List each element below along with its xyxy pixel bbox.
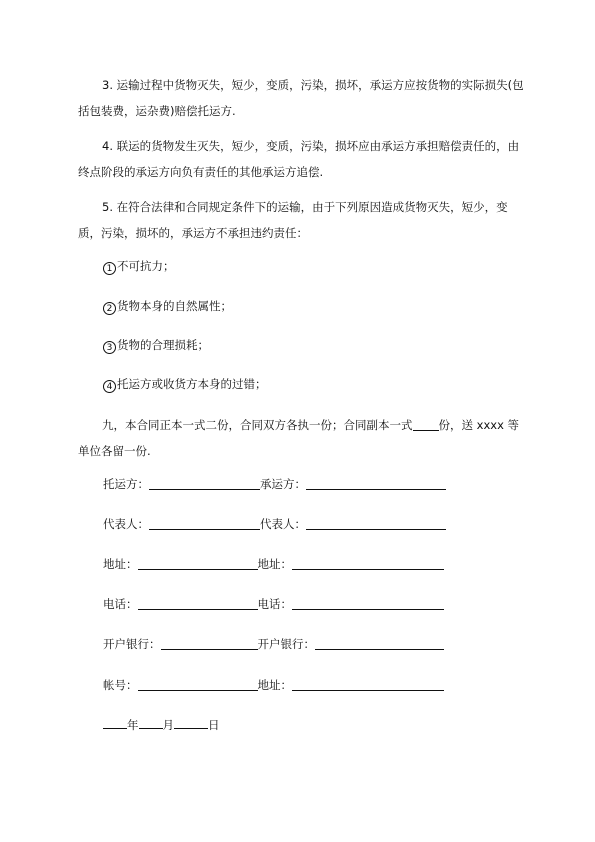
signature-row-bank [103,634,444,654]
day-label: 日 [208,718,220,732]
exemption-text: 不可抗力； [117,259,175,273]
exemption-text: 货物本身的自然属性； [117,299,232,313]
copies-text-2: 份，送 xxxx 等单位各留一份. [78,418,520,458]
exemption-item-4 [103,374,267,394]
field-label: 托运方： [103,477,149,491]
signature-row-representative [103,514,446,534]
month-label: 月 [162,718,174,732]
exemption-item-2 [103,296,232,316]
copies-count-blank[interactable] [413,418,439,431]
carrier-bank-blank[interactable] [315,637,444,650]
exemption-item-3 [103,335,209,355]
carrier-representative-blank[interactable] [306,517,446,530]
field-label: 代表人： [103,517,149,531]
shipper-account-blank[interactable] [138,678,258,691]
signature-row-account [103,675,444,695]
field-label: 地址： [257,678,292,692]
shipper-bank-blank[interactable] [161,637,258,650]
month-blank[interactable] [139,716,163,729]
shipper-phone-blank[interactable] [138,597,258,610]
exemption-text: 托运方或收货方本身的过错； [117,377,267,391]
copies-clause [78,412,530,464]
shipper-representative-blank[interactable] [149,517,260,530]
year-label: 年 [127,718,139,732]
exemption-item-1 [103,256,175,276]
signature-row-shipper [103,474,446,494]
year-blank[interactable] [103,716,127,729]
circled-number: 3 [103,341,116,354]
field-label: 地址： [257,557,292,571]
field-label: 代表人： [260,517,306,531]
field-label: 帐号： [103,678,138,692]
day-blank[interactable] [174,716,208,729]
carrier-blank[interactable] [306,477,446,490]
circled-number: 1 [103,262,116,275]
shipper-blank[interactable] [149,477,260,490]
clause-4: 4. 联运的货物发生灭失，短少，变质，污染，损坏应由承运方承担赔偿责任的，由终点阶段的承运方向负有责任的其他承运方追偿. [78,139,520,179]
signature-row-phone [103,594,444,614]
field-label: 开户银行： [103,637,161,651]
circled-number: 2 [103,302,116,315]
field-label: 地址： [103,557,138,571]
field-label: 电话： [103,597,138,611]
field-label: 开户银行： [257,637,315,651]
exemption-text: 货物的合理损耗； [117,338,209,352]
clause-3: 3. 运输过程中货物灭失，短少，变质，污染，损坏，承运方应按货物的实际损失(包括包装费，运杂费)赔偿托运方. [78,78,524,118]
copies-text-1: 九，本合同正本一式二份，合同双方各执一份；合同副本一式 [102,418,413,432]
signature-row-address [103,554,444,574]
circled-number: 4 [103,380,116,393]
shipper-address-blank[interactable] [138,557,258,570]
clause-5: 5. 在符合法律和合同规定条件下的运输，由于下列原因造成货物灭失，短少，变质，污染，损坏的，承运方不承担违约责任： [78,200,508,240]
date-row [103,715,220,735]
carrier-address-blank[interactable] [292,557,444,570]
field-label: 承运方： [260,477,306,491]
carrier-address-2-blank[interactable] [292,678,444,691]
field-label: 电话： [257,597,292,611]
carrier-phone-blank[interactable] [292,597,444,610]
